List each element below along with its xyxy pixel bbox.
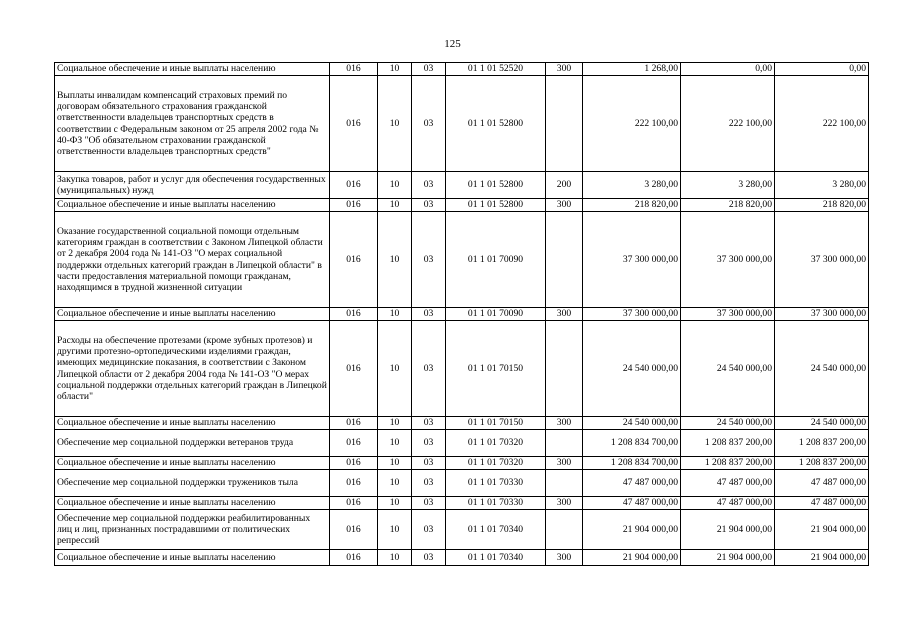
ministry-code: 016 <box>330 199 378 212</box>
amount-year-2: 24 540 000,00 <box>681 321 775 417</box>
subsection-code: 03 <box>412 510 446 550</box>
expense-type-code: 300 <box>546 550 583 566</box>
row-name: Оказание государственной социальной помощи отдельным категориям граждан в соответствии с Законом Липецкой области от 2 декабря 2004 года № 141-ОЗ "О мерах социальной поддержки отдельных категорий граждан в Липецкой области" в части предоставления материальной помощи гражданам, находящимся в трудной жизненной ситуации <box>55 212 330 308</box>
target-article-code: 01 1 01 52800 <box>446 76 546 172</box>
subsection-code: 03 <box>412 172 446 199</box>
section-code: 10 <box>378 63 412 76</box>
amount-year-2: 47 487 000,00 <box>681 470 775 497</box>
amount-year-3: 0,00 <box>775 63 869 76</box>
subsection-code: 03 <box>412 470 446 497</box>
target-article-code: 01 1 01 70340 <box>446 550 546 566</box>
amount-year-1: 47 487 000,00 <box>583 497 681 510</box>
ministry-code: 016 <box>330 470 378 497</box>
section-code: 10 <box>378 417 412 430</box>
section-code: 10 <box>378 321 412 417</box>
table-row <box>55 550 869 566</box>
section-code: 10 <box>378 457 412 470</box>
table-row <box>55 63 869 76</box>
table-row <box>55 212 869 308</box>
section-code: 10 <box>378 172 412 199</box>
section-code: 10 <box>378 510 412 550</box>
row-name: Закупка товаров, работ и услуг для обеспечения государственных (муниципальных) нужд <box>55 172 330 199</box>
section-code: 10 <box>378 497 412 510</box>
ministry-code: 016 <box>330 172 378 199</box>
table-row <box>55 417 869 430</box>
subsection-code: 03 <box>412 497 446 510</box>
expense-type-code <box>546 430 583 457</box>
expense-type-code: 300 <box>546 308 583 321</box>
row-name: Социальное обеспечение и иные выплаты населению <box>55 497 330 510</box>
amount-year-2: 0,00 <box>681 63 775 76</box>
table-row <box>55 497 869 510</box>
table-row <box>55 172 869 199</box>
ministry-code: 016 <box>330 63 378 76</box>
amount-year-3: 47 487 000,00 <box>775 470 869 497</box>
amount-year-2: 218 820,00 <box>681 199 775 212</box>
amount-year-1: 24 540 000,00 <box>583 417 681 430</box>
amount-year-3: 1 208 837 200,00 <box>775 430 869 457</box>
amount-year-3: 3 280,00 <box>775 172 869 199</box>
amount-year-2: 222 100,00 <box>681 76 775 172</box>
table-row <box>55 457 869 470</box>
expense-type-code <box>546 212 583 308</box>
row-name: Социальное обеспечение и иные выплаты населению <box>55 417 330 430</box>
amount-year-3: 37 300 000,00 <box>775 308 869 321</box>
ministry-code: 016 <box>330 457 378 470</box>
expense-type-code <box>546 470 583 497</box>
target-article-code: 01 1 01 70330 <box>446 470 546 497</box>
target-article-code: 01 1 01 52520 <box>446 63 546 76</box>
amount-year-1: 24 540 000,00 <box>583 321 681 417</box>
subsection-code: 03 <box>412 321 446 417</box>
target-article-code: 01 1 01 70320 <box>446 457 546 470</box>
amount-year-2: 47 487 000,00 <box>681 497 775 510</box>
amount-year-1: 37 300 000,00 <box>583 308 681 321</box>
row-name: Расходы на обеспечение протезами (кроме зубных протезов) и другими протезно-ортопедическими изделиями граждан, имеющих медицинские показания, в соответствии с Законом Липецкой области от 2 декабря 2004 года № 141-ОЗ "О мерах социальной поддержки отдельных категорий граждан в Липецкой области" <box>55 321 330 417</box>
amount-year-3: 21 904 000,00 <box>775 510 869 550</box>
target-article-code: 01 1 01 70330 <box>446 497 546 510</box>
section-code: 10 <box>378 430 412 457</box>
section-code: 10 <box>378 212 412 308</box>
ministry-code: 016 <box>330 430 378 457</box>
row-name: Социальное обеспечение и иные выплаты населению <box>55 550 330 566</box>
expense-type-code: 200 <box>546 172 583 199</box>
amount-year-3: 24 540 000,00 <box>775 321 869 417</box>
expense-type-code: 300 <box>546 457 583 470</box>
ministry-code: 016 <box>330 321 378 417</box>
ministry-code: 016 <box>330 510 378 550</box>
subsection-code: 03 <box>412 417 446 430</box>
amount-year-3: 24 540 000,00 <box>775 417 869 430</box>
row-name: Социальное обеспечение и иные выплаты населению <box>55 63 330 76</box>
section-code: 10 <box>378 199 412 212</box>
subsection-code: 03 <box>412 308 446 321</box>
amount-year-2: 21 904 000,00 <box>681 510 775 550</box>
row-name: Обеспечение мер социальной поддержки ветеранов труда <box>55 430 330 457</box>
subsection-code: 03 <box>412 199 446 212</box>
amount-year-1: 3 280,00 <box>583 172 681 199</box>
row-name: Социальное обеспечение и иные выплаты населению <box>55 199 330 212</box>
section-code: 10 <box>378 470 412 497</box>
target-article-code: 01 1 01 52800 <box>446 172 546 199</box>
subsection-code: 03 <box>412 212 446 308</box>
amount-year-1: 222 100,00 <box>583 76 681 172</box>
subsection-code: 03 <box>412 550 446 566</box>
amount-year-1: 1 208 834 700,00 <box>583 430 681 457</box>
target-article-code: 01 1 01 70090 <box>446 212 546 308</box>
amount-year-2: 21 904 000,00 <box>681 550 775 566</box>
row-name: Выплаты инвалидам компенсаций страховых премий по договорам обязательного страхования гражданской ответственности владельцев транспортных средств в соответствии с Федеральным законом от 25 апреля 2002 года № 40-ФЗ "Об обязательном страховании гражданской ответственности владельцев транспортных средств" <box>55 76 330 172</box>
ministry-code: 016 <box>330 308 378 321</box>
amount-year-2: 1 208 837 200,00 <box>681 457 775 470</box>
table-row <box>55 76 869 172</box>
row-name: Социальное обеспечение и иные выплаты населению <box>55 457 330 470</box>
table-row <box>55 321 869 417</box>
amount-year-1: 1 208 834 700,00 <box>583 457 681 470</box>
section-code: 10 <box>378 76 412 172</box>
amount-year-3: 222 100,00 <box>775 76 869 172</box>
subsection-code: 03 <box>412 76 446 172</box>
budget-table <box>54 62 869 566</box>
target-article-code: 01 1 01 70150 <box>446 417 546 430</box>
table-row <box>55 199 869 212</box>
amount-year-2: 1 208 837 200,00 <box>681 430 775 457</box>
amount-year-3: 218 820,00 <box>775 199 869 212</box>
target-article-code: 01 1 01 52800 <box>446 199 546 212</box>
amount-year-3: 37 300 000,00 <box>775 212 869 308</box>
amount-year-3: 47 487 000,00 <box>775 497 869 510</box>
amount-year-2: 37 300 000,00 <box>681 212 775 308</box>
target-article-code: 01 1 01 70090 <box>446 308 546 321</box>
subsection-code: 03 <box>412 457 446 470</box>
expense-type-code: 300 <box>546 63 583 76</box>
row-name: Социальное обеспечение и иные выплаты населению <box>55 308 330 321</box>
section-code: 10 <box>378 550 412 566</box>
expense-type-code <box>546 76 583 172</box>
expense-type-code: 300 <box>546 497 583 510</box>
ministry-code: 016 <box>330 550 378 566</box>
expense-type-code <box>546 510 583 550</box>
target-article-code: 01 1 01 70320 <box>446 430 546 457</box>
subsection-code: 03 <box>412 63 446 76</box>
amount-year-3: 1 208 837 200,00 <box>775 457 869 470</box>
expense-type-code <box>546 321 583 417</box>
amount-year-2: 37 300 000,00 <box>681 308 775 321</box>
amount-year-1: 1 268,00 <box>583 63 681 76</box>
amount-year-3: 21 904 000,00 <box>775 550 869 566</box>
ministry-code: 016 <box>330 76 378 172</box>
ministry-code: 016 <box>330 497 378 510</box>
amount-year-1: 21 904 000,00 <box>583 550 681 566</box>
row-name: Обеспечение мер социальной поддержки тружеников тыла <box>55 470 330 497</box>
amount-year-1: 21 904 000,00 <box>583 510 681 550</box>
target-article-code: 01 1 01 70150 <box>446 321 546 417</box>
expense-type-code: 300 <box>546 417 583 430</box>
table-row <box>55 308 869 321</box>
subsection-code: 03 <box>412 430 446 457</box>
amount-year-1: 47 487 000,00 <box>583 470 681 497</box>
page-number: 125 <box>444 38 461 50</box>
row-name: Обеспечение мер социальной поддержки реабилитированных лиц и лиц, признанных пострадавшими от политических репрессий <box>55 510 330 550</box>
amount-year-1: 218 820,00 <box>583 199 681 212</box>
ministry-code: 016 <box>330 417 378 430</box>
table-row <box>55 510 869 550</box>
amount-year-1: 37 300 000,00 <box>583 212 681 308</box>
table-row <box>55 430 869 457</box>
target-article-code: 01 1 01 70340 <box>446 510 546 550</box>
expense-type-code: 300 <box>546 199 583 212</box>
table-row <box>55 470 869 497</box>
section-code: 10 <box>378 308 412 321</box>
amount-year-2: 3 280,00 <box>681 172 775 199</box>
ministry-code: 016 <box>330 212 378 308</box>
amount-year-2: 24 540 000,00 <box>681 417 775 430</box>
